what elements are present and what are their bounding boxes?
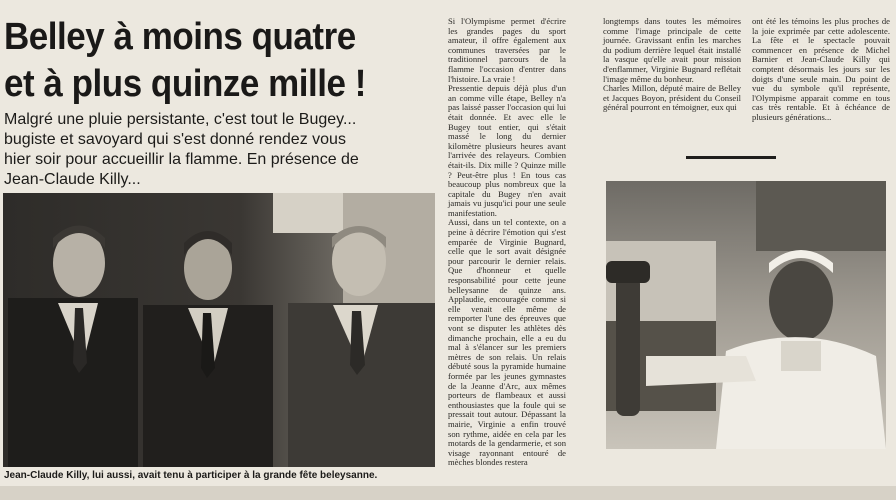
photo-three-men — [3, 193, 435, 467]
photo-torch-bearer — [606, 181, 886, 449]
headline: Belley à moins quatre et à plus quinze mille ! — [4, 16, 366, 105]
article-column-2: longtemps dans toutes les mémoires comme l'image principale de cette journée. Gravissant enfin les marches du podium derrière lequel était installé la vasque qu'elle avait pour mission d'enflammer, Virginie Bugnard reflétait l'image même du bonheur. Charles Millon, député maire de Belley et Jacques Boyon, président du Conseil général pourront en témoigner, eux qui — [603, 16, 741, 113]
article-column-3: ont été les témoins les plus proches de la joie exprimée par cette adolescente. La fête et le spectacle pouvait commencer en présence de Michel Barnier et Jean-Claude Killy qui comptent désormais les jours sur les doigts d'une seule main. Du point de vue du symbole qu'il représente, l'Olympisme apparait comme en tous cas très rentable. Et à échéance de plusieurs générations... — [752, 16, 890, 122]
column-divider-rule — [686, 156, 776, 159]
article-column-1: Si l'Olympisme permet d'écrire les grandes pages du sport amateur, il offre également aux communes traversées par le traditionnel parcours de la flamme l'occasion d'entrer dans l'histoire. La vraie ! Pressentie depuis déjà plus d'un an comme ville étape, Belley n'a pas laissé passer l'occasion qui lui était donnée. Et avec elle le Bugey tout entier, qui s'était massé le long du dernier kilomètre plusieurs heures avant l'arrivée des relayeurs. Combien était-ils. Dix mille ? Quinze mille ? Peut-être plus ! En tous cas beaucoup plus nombreux que la capitale du Bugey n'en avait jamais vu jusqu'ici pour une seule manifestation. Aussi, dans un tel contexte, on a peine à décrire l'émotion qui s'est emparée de Virginie Bugnard, celle que le sort avait désignée pour parcourir le dernier relais. Que d'honneur et quelle responsabilité pour cette jeune belleysanne de quinze ans. Applaudie, encouragée comme si elle venait elle même de remporter l'une des épreuves que vont se disputer les athlètes dès dimanche prochain, elle a eu du mal à s'élancer sur les premiers mètres de son relais. Un relais débuté sous la pyramide humaine formée par les jeunes gymnastes de la Jeanne d'Arc, aux mêmes porteurs de flambeaux et aussi enthousiastes que la foule qui se pressait tout autour. Dépassant la mairie, Virginie a enfin trouvé son rythme, aidée en cela par les motards de la gendarmerie, et son visage rayonnant entouré de mèches blondes restera — [448, 16, 566, 468]
photo-caption: Jean-Claude Killy, lui aussi, avait tenu à participer à la grande fête beleysanne. — [4, 470, 378, 481]
page-fold-strip — [0, 486, 896, 500]
lede-paragraph: Malgré une pluie persistante, c'est tout le Bugey... bugiste et savoyard qui s'est donné rendez vous hier soir pour accueillir la flamme. En présence de Jean-Claude Killy... — [4, 111, 359, 188]
